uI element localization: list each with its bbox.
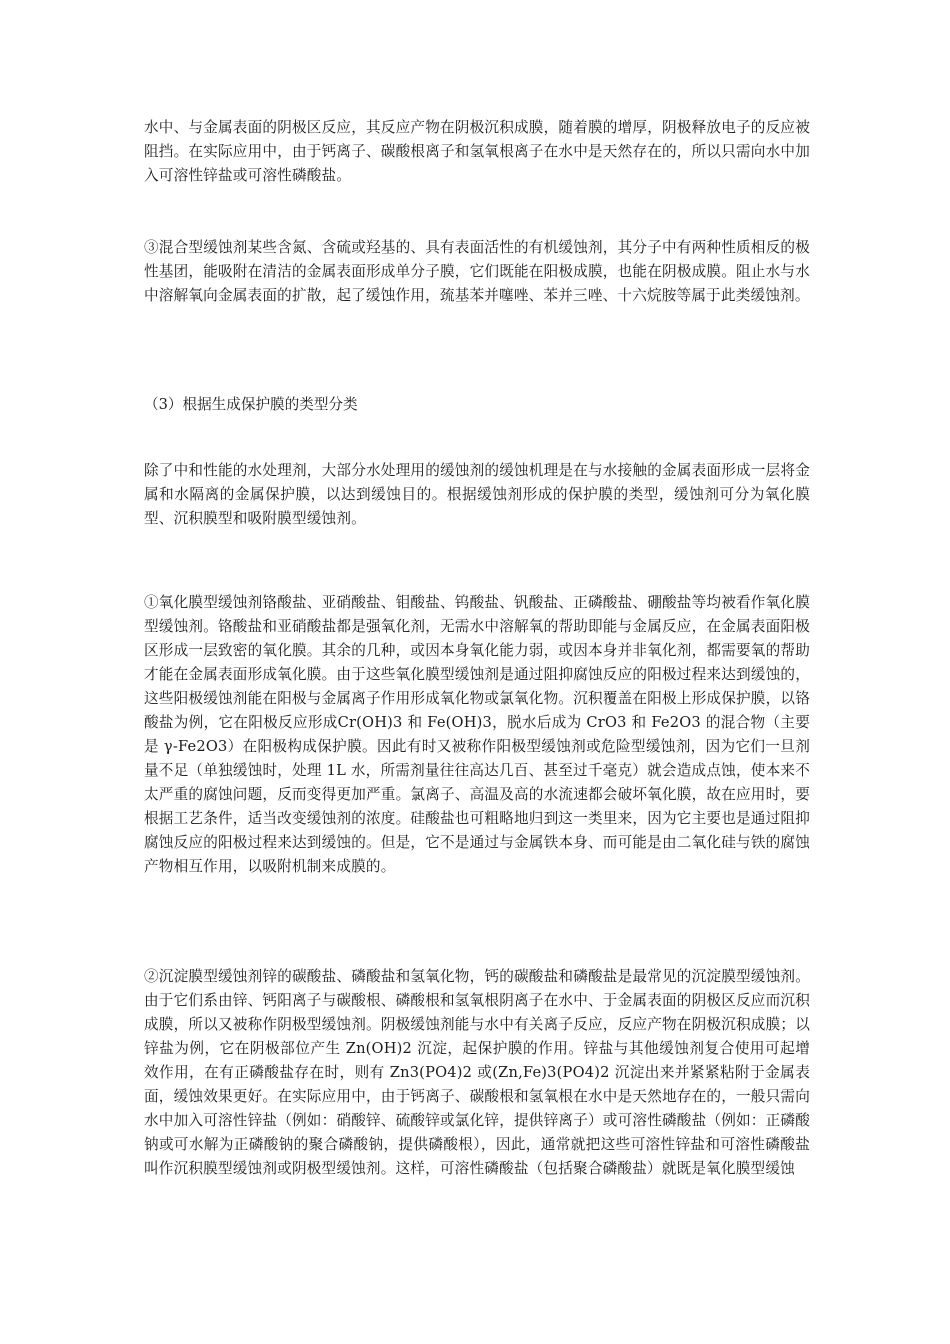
section-heading: （3）根据生成保护膜的类型分类 xyxy=(144,396,358,413)
paragraph-protective-film-intro: 除了中和性能的水处理剂，大部分水处理用的缓蚀剂的缓蚀机理是在与水接触的金属表面形成一层将金属和水隔离的金属保护膜，以达到缓蚀目的。根据缓蚀剂形成的保护膜的类型，缓蚀剂可分为氧化膜型、沉积膜型和吸附膜型缓蚀剂。 xyxy=(144,462,810,527)
paragraph-mixed-inhibitor: ③混合型缓蚀剂某些含氮、含硫或羟基的、具有表面活性的有机缓蚀剂，其分子中有两种性质相反的极性基团，能吸附在清洁的金属表面形成单分子膜，它们既能在阳极成膜，也能在阴极成膜。阻止水与水中溶解氧向金属表面的扩散，起了缓蚀作用，巯基苯并噻唑、苯并三唑、十六烷胺等属于此类缓蚀剂。 xyxy=(144,239,810,304)
paragraph-oxide-film-inhibitor: ①氧化膜型缓蚀剂铬酸盐、亚硝酸盐、钼酸盐、钨酸盐、钒酸盐、正磷酸盐、硼酸盐等均被看作氧化膜型缓蚀剂。铬酸盐和亚硝酸盐都是强氧化剂，无需水中溶解氧的帮助即能与金属反应，在金属表面阳极区形成一层致密的氧化膜。其余的几种，或因本身氧化能力弱，或因本身并非氧化剂，都需要氧的帮助才能在金属表面形成氧化膜。由于这些氧化膜型缓蚀剂是通过阻抑腐蚀反应的阳极过程来达到缓蚀的，这些阳极缓蚀剂能在阳极与金属离子作用形成氧化物或氯氧化物。沉积覆盖在阳极上形成保护膜，以铬酸盐为例，它在阳极反应形成Cr(OH)3 和 Fe(OH)3，脱水后成为 CrO3 和 Fe2O3 的混合物（主要是 γ-Fe2O3）在阳极构成保护膜。因此有时又被称作阳极型缓蚀剂或危险型缓蚀剂，因为它们一旦剂量不足（单独缓蚀时，处理 1L 水，所需剂量往往高达几百、甚至过千毫克）就会造成点蚀，使本来不太严重的腐蚀问题，反而变得更加严重。氯离子、高温及高的水流速都会破坏氧化膜，故在应用时，要根据工艺条件，适当改变缓蚀剂的浓度。硅酸盐也可粗略地归到这一类里来，因为它主要也是通过阻抑腐蚀反应的阳极过程来达到缓蚀的。但是，它不是通过与金属铁本身、而可能是由二氧化硅与铁的腐蚀产物相互作用，以吸附机制来成膜的。 xyxy=(144,594,810,875)
paragraph-cathode-film: 水中、与金属表面的阴极区反应，其反应产物在阴极沉积成膜，随着膜的增厚，阴极释放电子的反应被阻挡。在实际应用中，由于钙离子、碳酸根离子和氢氧根离子在水中是天然存在的，所以只需向水中加入可溶性锌盐或可溶性磷酸盐。 xyxy=(144,119,810,184)
paragraph-precipitation-film-inhibitor: ②沉淀膜型缓蚀剂锌的碳酸盐、磷酸盐和氢氧化物，钙的碳酸盐和磷酸盐是最常见的沉淀膜型缓蚀剂。由于它们系由锌、钙阳离子与碳酸根、磷酸根和氢氧根阴离子在水中、于金属表面的阴极区反应而沉积成膜，所以又被称作阴极型缓蚀剂。阴极缓蚀剂能与水中有关离子反应，反应产物在阴极沉积成膜；以锌盐为例，它在阴极部位产生 Zn(OH)2 沉淀，起保护膜的作用。锌盐与其他缓蚀剂复合使用可起增效作用，在有正磷酸盐存在时，则有 Zn3(PO4)2 或(Zn,Fe)3(PO4)2 沉淀出来并紧紧粘附于金属表面，缓蚀效果更好。在实际应用中，由于钙离子、碳酸根和氢氧根在水中是天然地存在的，一般只需向水中加入可溶性锌盐（例如：硝酸锌、硫酸锌或氯化锌，提供锌离子）或可溶性磷酸盐（例如：正磷酸钠或可水解为正磷酸钠的聚合磷酸钠，提供磷酸根），因此，通常就把这些可溶性锌盐和可溶性磷酸盐叫作沉积膜型缓蚀剂或阴极型缓蚀剂。这样，可溶性磷酸盐（包括聚合磷酸盐）就既是氧化膜型缓蚀 xyxy=(144,968,810,1177)
